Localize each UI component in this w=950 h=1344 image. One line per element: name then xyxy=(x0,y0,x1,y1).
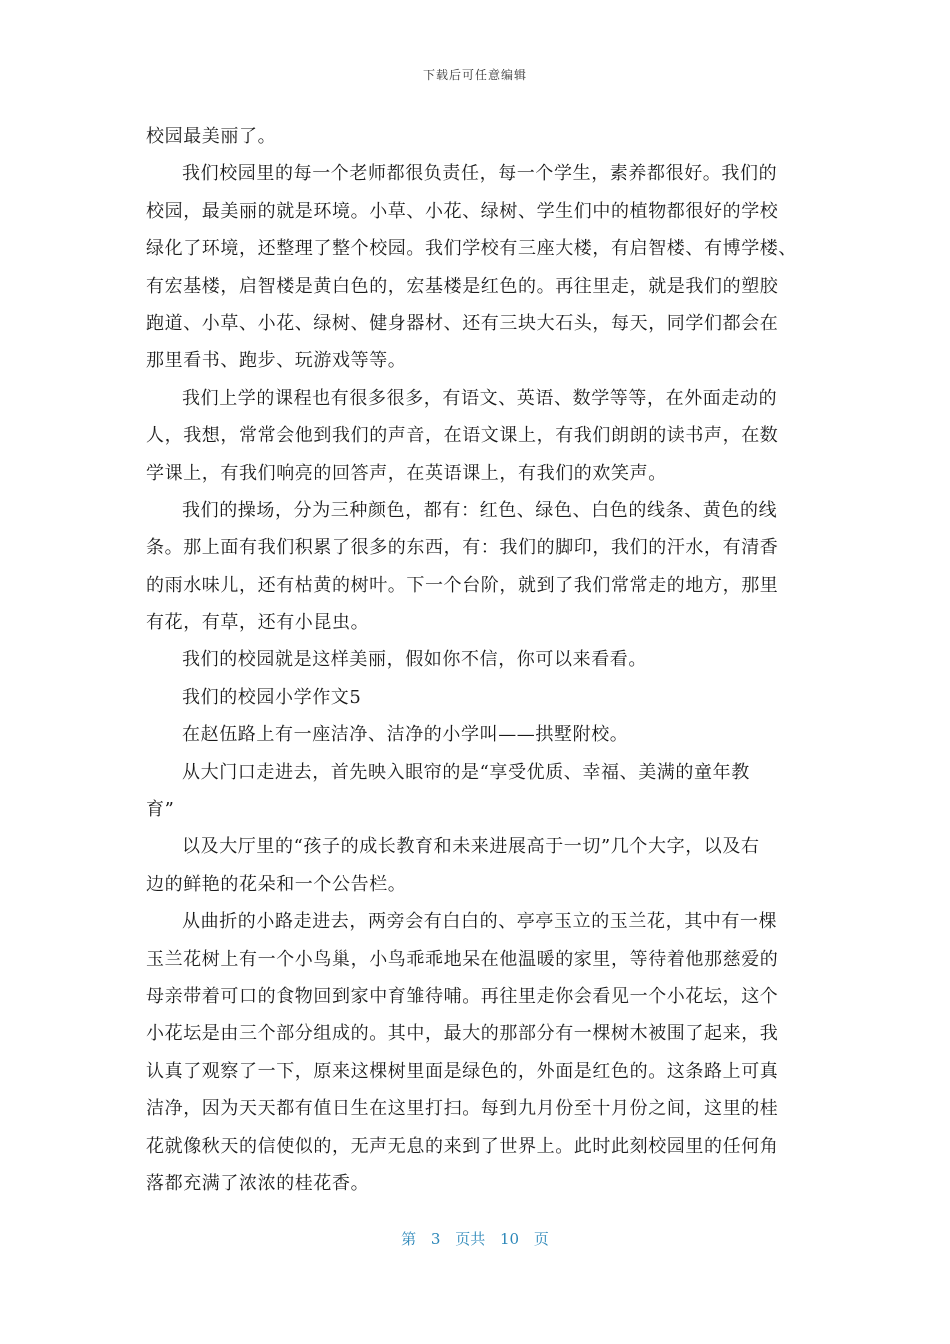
text-line: 那里看书、跑步、玩游戏等等。 xyxy=(146,350,407,372)
text-line: 育” xyxy=(146,799,175,821)
text-line: 从曲折的小路走进去，两旁会有白白的、亭亭玉立的玉兰花，其中有一棵 xyxy=(182,911,778,933)
text-line: 我们的校园就是这样美丽，假如你不信，你可以来看看。 xyxy=(182,649,647,671)
text-line: 绿化了环境，还整理了整个校园。我们学校有三座大楼，有启智楼、有博学楼、 xyxy=(146,238,797,260)
text-line: 校园最美丽了。 xyxy=(146,126,277,147)
page-number-footer: 第 3 页共 10 页 xyxy=(401,1230,549,1248)
text-line: 跑道、小草、小花、绿树、健身器材、还有三块大石头，每天，同学们都会在 xyxy=(146,312,779,334)
text-line: 玉兰花树上有一个小鸟巢，小鸟乖乖地呆在他温暖的家里，等待着他那慈爱的 xyxy=(146,948,779,970)
text-line: 以及大厅里的“孩子的成长教育和未来进展高于一切”几个大字，以及右 xyxy=(182,836,760,858)
text-line: 小花坛是由三个部分组成的。其中，最大的那部分有一棵树木被围了起来，我 xyxy=(146,1023,779,1045)
text-line: 花就像秋天的信使似的，无声无息的来到了世界上。此时此刻校园里的任何角 xyxy=(146,1135,779,1157)
text-line: 边的鲜艳的花朵和一个公告栏。 xyxy=(146,873,407,895)
text-line: 洁净，因为天天都有值日生在这里打扫。每到九月份至十月份之间，这里的桂 xyxy=(146,1098,779,1120)
text-line: 的雨水味儿，还有枯黄的树叶。下一个台阶，就到了我们常常走的地方，那里 xyxy=(146,574,779,596)
page-header: 下载后可任意编辑 xyxy=(422,68,527,82)
text-line: 落都充满了浓浓的桂花香。 xyxy=(146,1172,370,1194)
text-line: 有宏基楼，启智楼是黄白色的，宏基楼是红色的。再往里走，就是我们的塑胶 xyxy=(146,275,779,297)
section-title: 我们的校园小学作文5 xyxy=(182,686,362,708)
text-line: 人，我想，常常会他到我们的声音，在语文课上，有我们朗朗的读书声，在数 xyxy=(146,425,779,447)
document-body xyxy=(146,118,806,1202)
text-line: 从大门口走进去，首先映入眼帘的是“享受优质、幸福、美满的童年教 xyxy=(182,761,750,783)
text-line: 我们的操场，分为三种颜色，都有：红色、绿色、白色的线条、黄色的线 xyxy=(182,499,778,521)
text-line: 我们校园里的每一个老师都很负责任，每一个学生，素养都很好。我们的 xyxy=(182,163,778,185)
text-line: 在赵伍路上有一座洁净、洁净的小学叫——拱墅附校。 xyxy=(182,724,629,746)
text-line: 母亲带着可口的食物回到家中育雏待哺。再往里走你会看见一个小花坛，这个 xyxy=(146,985,779,1007)
text-line: 校园，最美丽的就是环境。小草、小花、绿树、学生们中的植物都很好的学校 xyxy=(146,200,779,222)
text-line: 认真了观察了一下，原来这棵树里面是绿色的，外面是红色的。这条路上可真 xyxy=(146,1060,779,1082)
text-line: 学课上，有我们响亮的回答声，在英语课上，有我们的欢笑声。 xyxy=(146,462,667,484)
text-line: 我们上学的课程也有很多很多，有语文、英语、数学等等，在外面走动的 xyxy=(182,387,778,409)
text-line: 条。那上面有我们积累了很多的东西，有：我们的脚印，我们的汗水，有清香 xyxy=(146,537,779,559)
text-line: 有花，有草，还有小昆虫。 xyxy=(146,612,370,634)
